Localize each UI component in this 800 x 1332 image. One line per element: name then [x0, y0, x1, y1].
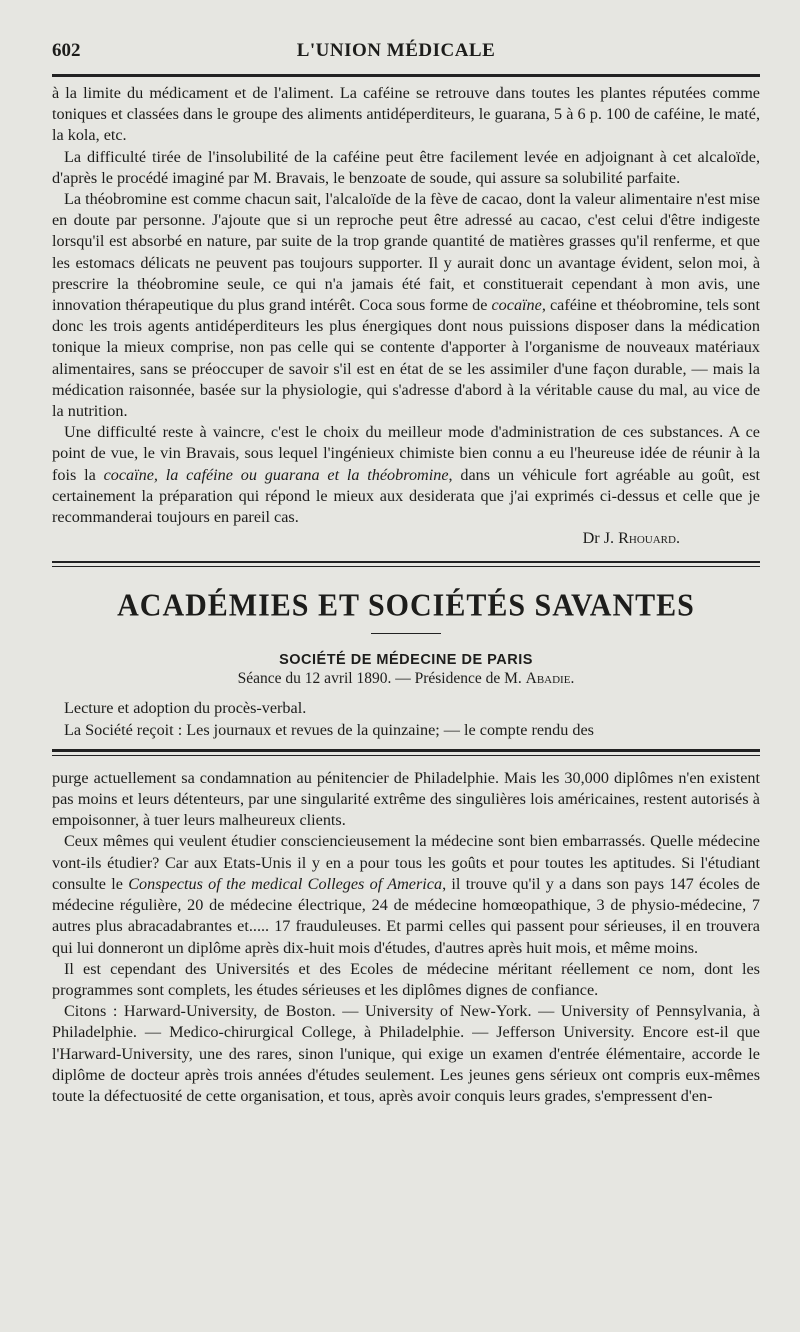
paragraph: La Société reçoit : Les journaux et revues de la quinzaine; — le compte rendu des — [64, 720, 594, 739]
paragraph — [52, 422, 760, 528]
italic-text: cocaïne — [491, 296, 542, 315]
session-president: Abadie. — [525, 670, 575, 688]
journal-title: L'UNION MÉDICALE — [296, 40, 496, 61]
session-line — [52, 670, 760, 688]
section-divider — [52, 561, 760, 567]
paragraph-text: , caféine et théobromine, tels sont donc les trois agents antidéperditeurs les plus énergiques dont nous puissions disposer dans la médication tonique la mieux comprise, non pas celle qui se contente d'apporter à l'organisme de nouveaux matériaux alimentaires, sans se préoccuper de savoir s'il est en état de se les assimiler d'une façon durable, — mais la médication raisonnée, basée sur la physiologie, qui s'adresse d'abord à la véritable cause du mal, au vice de la nutrition. — [52, 296, 760, 421]
top-article — [52, 83, 760, 549]
paragraph: La difficulté tirée de l'insolubilité de la caféine peut être facilement levée en adjoignant à cet alcaloïde, d'après le procédé imaginé par M. Bravais, le benzoate de soude, qui assure sa solubilité parfaite. — [52, 147, 760, 187]
bottom-article — [52, 768, 760, 1107]
paragraph: Lecture et adoption du procès-verbal. — [64, 699, 307, 718]
paragraph-text: , dans un véhicule fort agréable au goût, est certainement la préparation qui répond le mieux aux desiderata que j'ai exprimés ci-dessus et celle que je recommanderai toujours en pareil cas. — [52, 465, 760, 527]
paragraph: purge actuellement sa condamnation au pénitencier de Philadelphie. Mais les 30,000 diplômes n'en existent pas moins et leurs détenteurs, par une singularité extrême des singulières lois américaines, restent autorisés à empoisonner, à tuer leurs malheureux clients. — [52, 768, 760, 830]
feuilleton-separator — [52, 749, 760, 756]
section-title: ACADÉMIES ET SOCIÉTÉS SAVANTES — [117, 588, 695, 624]
header-rule — [52, 74, 760, 77]
paragraph — [52, 189, 760, 422]
title-rule — [371, 633, 441, 634]
page-number: 602 — [52, 40, 81, 61]
paragraph: à la limite du médicament et de l'aliment. La caféine se retrouve dans toutes les plantes réputées comme toniques et classées dans le groupe des aliments antidéperditeurs, le guarana, 5 à 6 p. 100 de caféine, le maté, la kola, etc. — [52, 84, 760, 145]
society-name: SOCIÉTÉ DE MÉDECINE DE PARIS — [279, 652, 533, 669]
paragraph: Il est cependant des Universités et des Ecoles de médecine méritant réellement ce nom, dont les programmes sont complets, les études sérieuses et les diplômes dignes de confiance. — [52, 959, 760, 999]
italic-text: Conspectus of the medical Colleges of America — [128, 874, 443, 893]
paragraph: Citons : Harward-University, de Boston. — University of New-York. — University of Pennsylvania, à Philadelphie. — Medico-chirurgical College, à Philadelphie. — Jefferson University. Encore est-il que l'Harward-University, une des rares, sinon l'unique, qui exige un examen d'entrée élémentaire, accorde le diplôme de docteur après trois années d'études seulement. Les jeunes gens sérieux ont compris eux-mêmes toute la défectuosité de cette organisation, et tous, après avoir conquis leurs grades, s'empressent d'en- — [52, 1002, 760, 1105]
paragraph-text: , il trouve qu'il y a dans son pays 147 écoles de médecine régulière, 20 de médecine électrique, 24 de médecine homœopathique, 3 de physio-médecine, 7 autres plus abracadabrantes et..... 17 frauduleuses. Et parmi celles qui passent pour sérieuses, il en trouvera qui lui donneront un diplôme après dix-huit mois d'études, d'autres après huit mois, et même moins. — [52, 874, 760, 957]
signature-line — [52, 528, 760, 549]
author-signature — [583, 528, 680, 549]
paragraph — [52, 831, 760, 958]
signature-prefix: Dr J. — [582, 529, 619, 548]
paragraph-text: La théobromine est comme chacun sait, l'alcaloïde de la fève de cacao, dont la valeur alimentaire n'est mise en doute par personne. J'ajoute que si un reproche peut être adressé au cacao, c'est celui d'être indigeste lorsqu'il est absorbé en nature, par suite de la trop grande quantité de matières grasses qu'il renferme, et que les estomacs délicats ne peuvent pas toujours supporter. Il y aurait donc un avantage évident, selon moi, à prescrire la théobromine seule, ce qui n'a jamais été fait, et constituerait cependant à mon avis, une innovation thérapeutique du plus grand intérêt. — [52, 190, 760, 315]
session-text: Séance du 12 avril 1890. — Présidence de M. — [237, 670, 526, 688]
signature-name: Rhouard. — [618, 529, 680, 548]
paragraph-text: Coca sous forme de — [359, 296, 492, 315]
paragraph-text: Ceux mêmes qui veulent étudier consciencieusement la médecine sont bien embarrassés. Quelle médecine vont-ils étudier? Car aux Etats-Unis il y en a pour tous les goûts et pour toutes les aptitudes. Si l'étudiant consulte le — [52, 832, 760, 893]
paragraph-text: Une difficulté reste à vaincre, c'est le choix du meilleur mode d'administration de ces substances. A ce point de vue, le vin Bravais, sous lequel l'ingénieux chimiste bien connu a eu l'heureuse idée de réunir à la fois la — [52, 423, 760, 484]
running-head — [52, 40, 760, 70]
italic-text: cocaïne, la caféine ou guarana et la théobromine — [103, 465, 449, 484]
